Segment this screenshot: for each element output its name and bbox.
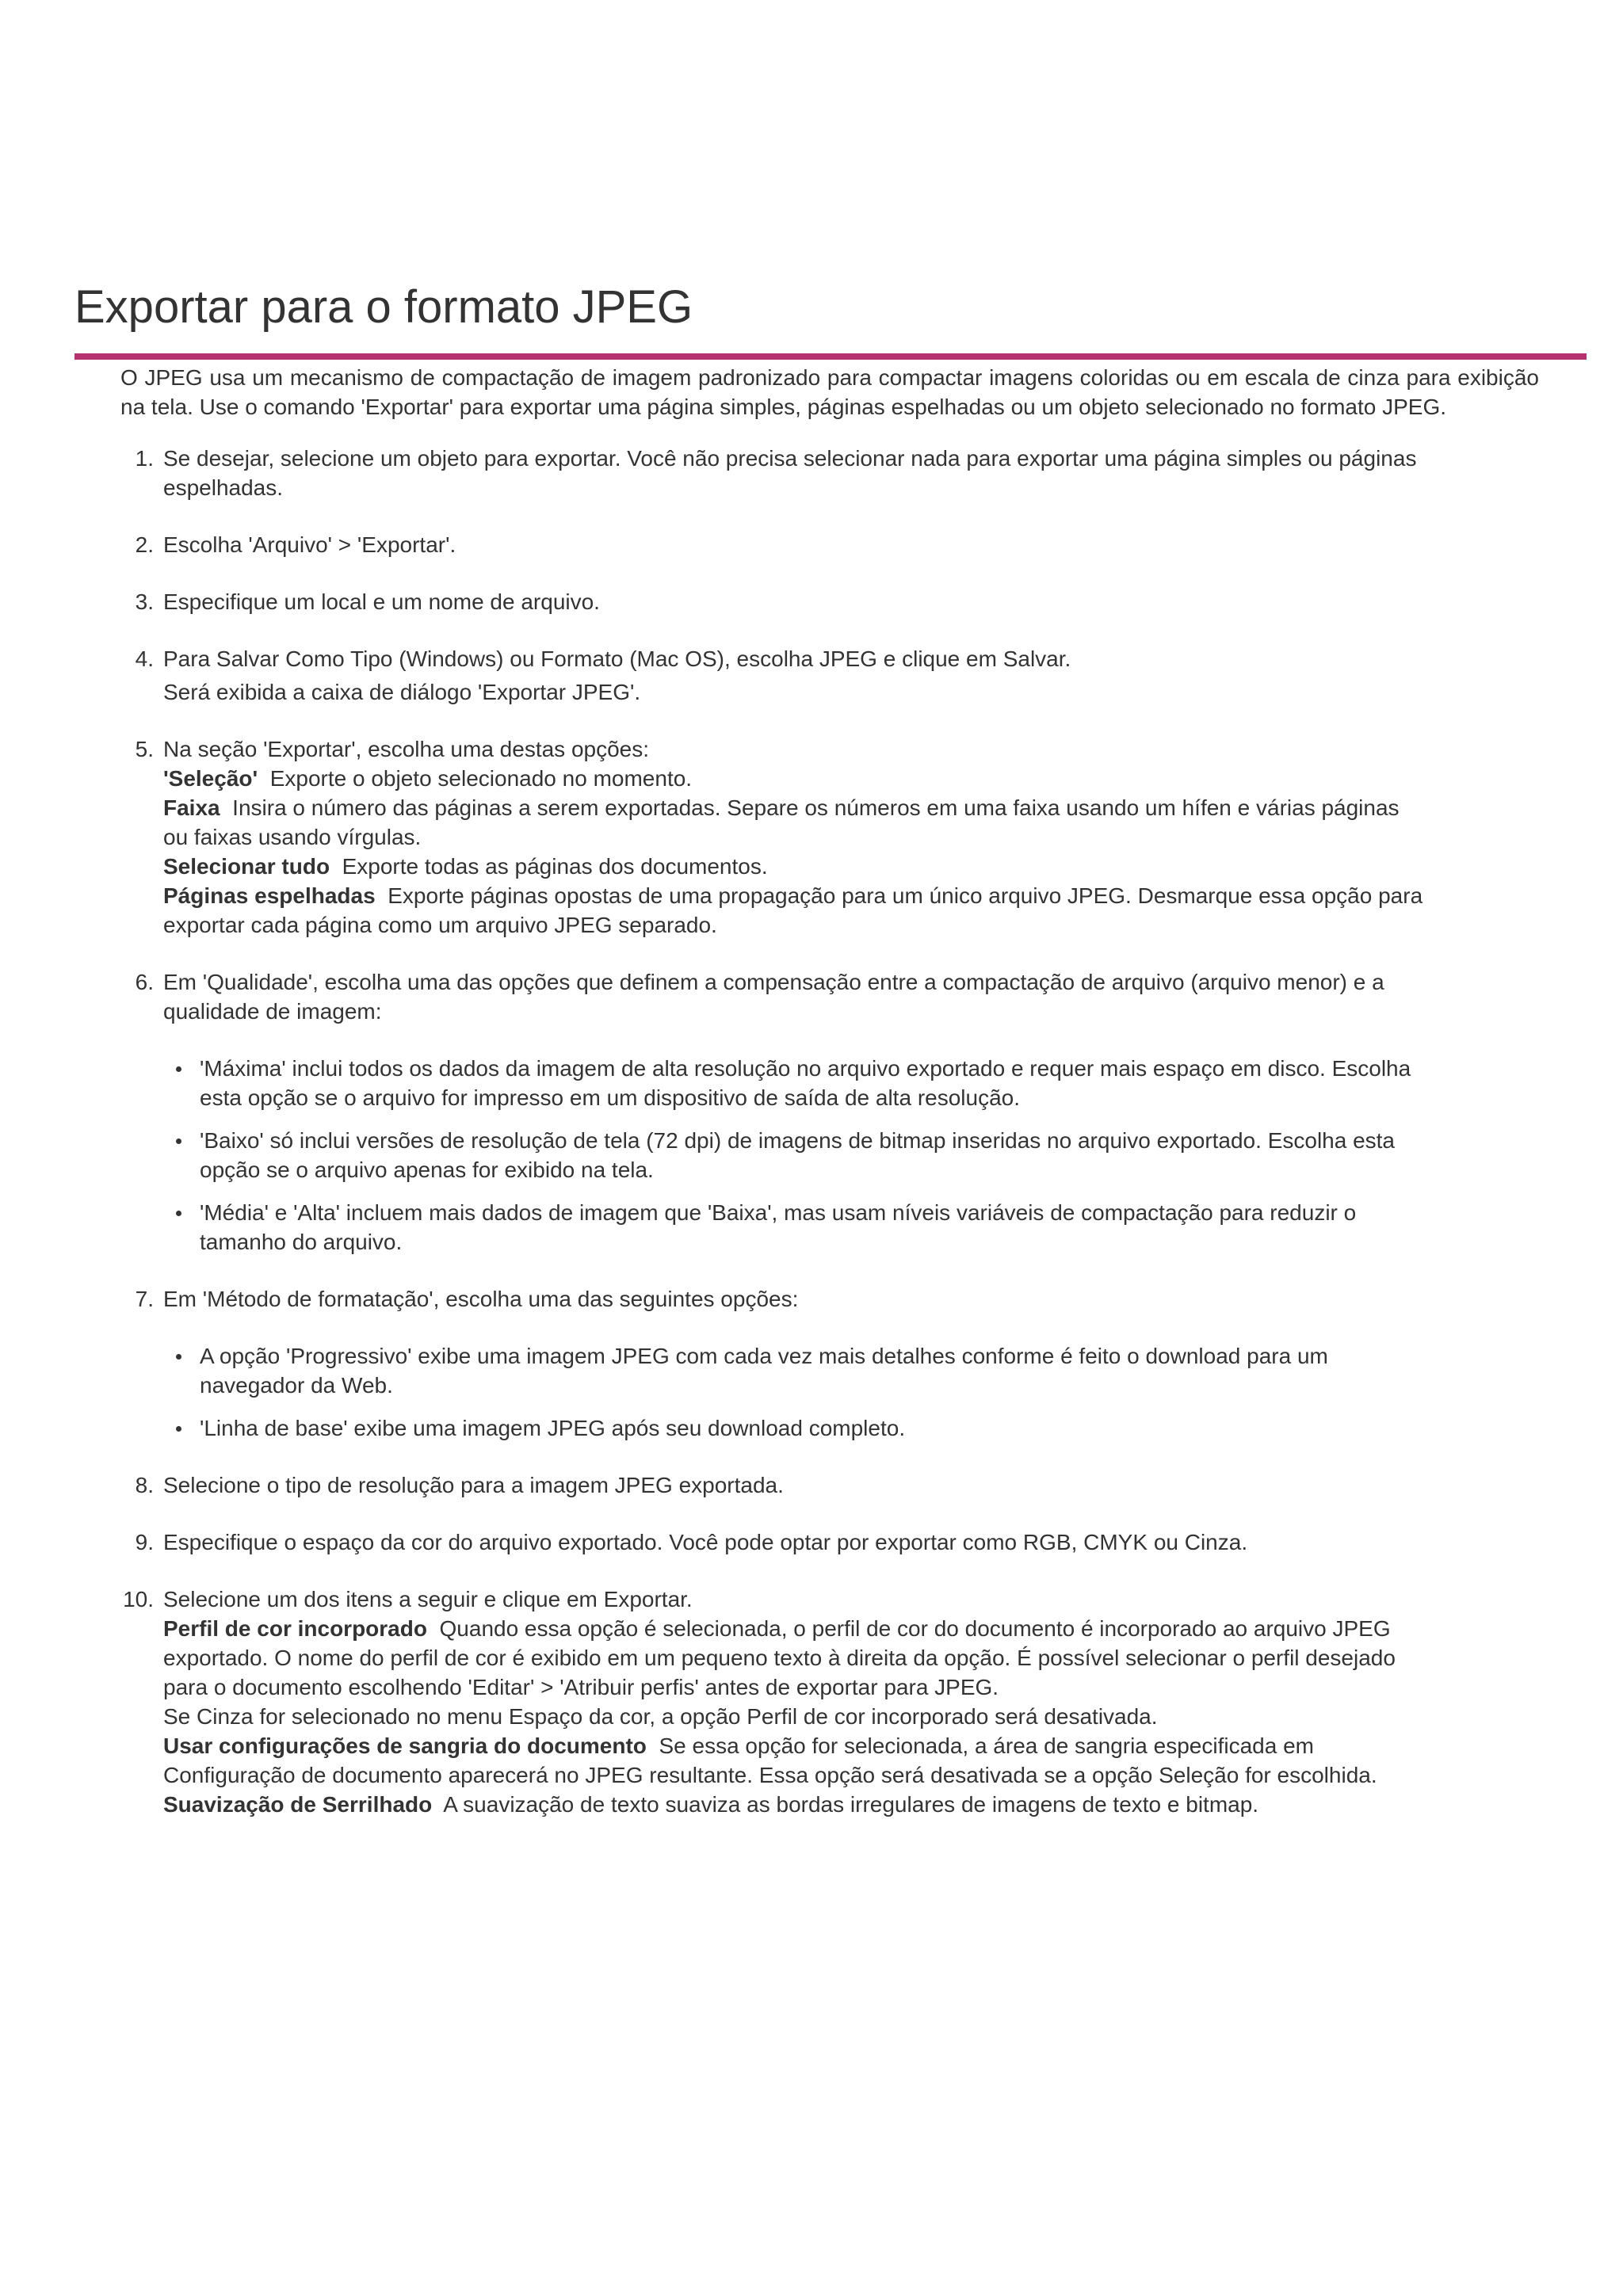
- page-title: Exportar para o formato JPEG: [74, 281, 693, 333]
- step-text: Escolha 'Arquivo' > 'Exportar'.: [163, 532, 456, 557]
- option-description: Se essa opção for selecionada, a área de sangria especificada em Configuração de documento aparecerá no JPEG resultante. Essa opção será desativada se a opção Seleção for escolhida.: [163, 1733, 1377, 1787]
- step-8: [120, 1470, 1428, 1500]
- title-divider: [74, 353, 1587, 360]
- bullet-item: [163, 1198, 1428, 1257]
- bullet-dot-icon: [176, 1138, 181, 1144]
- step-text: Em 'Método de formatação', escolha uma das seguintes opções:: [163, 1287, 799, 1311]
- step-10: [120, 1585, 1428, 1819]
- bullet-dot-icon: [176, 1211, 181, 1216]
- step-text: Para Salvar Como Tipo (Windows) ou Formato (Mac OS), escolha JPEG e clique em Salvar.: [163, 646, 1071, 671]
- option-description: Quando essa opção é selecionada, o perfil de cor do documento é incorporado ao arquivo JPEG exportado. O nome do perfil de cor é exibido em um pequeno texto à direita da opção. É possível selecionar o perfil desejado para o documento escolhendo 'Editar' > 'Atribuir perfis' antes de exportar para JPEG.: [163, 1616, 1396, 1699]
- bullet-text: 'Máxima' inclui todos os dados da imagem de alta resolução no arquivo exportado e requer mais espaço em disco. Escolha esta opção se o arquivo for impresso em um dispositivo de saída de alta resolução.: [200, 1056, 1411, 1110]
- step-number: 1.: [135, 446, 154, 471]
- steps-list: [120, 444, 1428, 1847]
- step-number: 4.: [135, 646, 154, 671]
- bullet-dot-icon: [176, 1066, 181, 1072]
- step-4: [120, 644, 1428, 707]
- step-number: 6.: [135, 970, 154, 994]
- bullet-dot-icon: [176, 1426, 181, 1432]
- step-number: 8.: [135, 1473, 154, 1497]
- step-6: [120, 967, 1428, 1257]
- step-5: [120, 734, 1428, 940]
- step-number: 3.: [135, 589, 154, 614]
- option-entry: [163, 1731, 1428, 1790]
- step-2: [120, 530, 1428, 559]
- bullet-item: [163, 1054, 1428, 1112]
- step-9: [120, 1527, 1428, 1557]
- option-entry: [163, 793, 1428, 852]
- bullet-dot-icon: [176, 1354, 181, 1360]
- option-description: Exporte o objeto selecionado no momento.: [269, 766, 693, 791]
- bullet-text: 'Linha de base' exibe uma imagem JPEG após seu download completo.: [200, 1416, 906, 1440]
- option-description: Exporte páginas opostas de uma propagação para um único arquivo JPEG. Desmarque essa opção para exportar cada página como um arquivo JPEG separado.: [163, 883, 1423, 937]
- step-subtext: Será exibida a caixa de diálogo 'Exportar JPEG'.: [163, 680, 641, 704]
- bullet-text: 'Baixo' só inclui versões de resolução de tela (72 dpi) de imagens de bitmap inseridas no arquivo exportado. Escolha esta opção se o arquivo apenas for exibido na tela.: [200, 1128, 1396, 1182]
- option-entry: [163, 881, 1428, 940]
- option-term: Usar configurações de sangria do documento: [163, 1733, 647, 1758]
- option-note: Se Cinza for selecionado no menu Espaço da cor, a opção Perfil de cor incorporado será desativada.: [163, 1704, 1158, 1729]
- step-text: Selecione um dos itens a seguir e clique em Exportar.: [163, 1587, 693, 1611]
- option-entry: [163, 1614, 1428, 1702]
- step-3: [120, 587, 1428, 616]
- option-term: Faixa: [163, 795, 220, 820]
- step-number: 5.: [135, 737, 154, 761]
- bullet-item: [163, 1126, 1428, 1184]
- option-term: Páginas espelhadas: [163, 883, 376, 908]
- step-text: Em 'Qualidade', escolha uma das opções que definem a compensação entre a compactação de arquivo (arquivo menor) e a qualidade de imagem:: [163, 970, 1384, 1024]
- option-description: A suavização de texto suaviza as bordas irregulares de imagens de texto e bitmap.: [443, 1792, 1259, 1817]
- option-entry: [163, 852, 1428, 881]
- bullet-text: A opção 'Progressivo' exibe uma imagem JPEG com cada vez mais detalhes conforme é feito o download para um navegador da Web.: [200, 1344, 1328, 1398]
- option-term: Perfil de cor incorporado: [163, 1616, 427, 1641]
- step-7: [120, 1284, 1428, 1443]
- intro-paragraph: O JPEG usa um mecanismo de compactação de imagem padronizado para compactar imagens coloridas ou em escala de cinza para exibição na tela. Use o comando 'Exportar' para exportar uma página simples, páginas espelhadas ou um objeto selecionado no formato JPEG.: [120, 365, 1539, 419]
- step-number: 9.: [135, 1530, 154, 1554]
- option-description: Exporte todas as páginas dos documentos.: [342, 854, 768, 879]
- step-text: Especifique um local e um nome de arquivo.: [163, 589, 600, 614]
- step-text: Se desejar, selecione um objeto para exportar. Você não precisa selecionar nada para exportar uma página simples ou páginas espelhadas.: [163, 446, 1417, 500]
- step-number: 2.: [135, 532, 154, 557]
- bullet-item: [163, 1341, 1428, 1400]
- option-entry: [163, 1790, 1428, 1819]
- bullet-list: [163, 1341, 1428, 1443]
- bullet-text: 'Média' e 'Alta' incluem mais dados de imagem que 'Baixa', mas usam níveis variáveis de compactação para reduzir o tamanho do arquivo.: [200, 1200, 1357, 1254]
- option-term: Suavização de Serrilhado: [163, 1792, 433, 1817]
- step-number: 7.: [135, 1287, 154, 1311]
- step-1: [120, 444, 1428, 502]
- step-text: Especifique o espaço da cor do arquivo exportado. Você pode optar por exportar como RGB, CMYK ou Cinza.: [163, 1530, 1248, 1554]
- step-text: Na seção 'Exportar', escolha uma destas opções:: [163, 737, 650, 761]
- option-term: Selecionar tudo: [163, 854, 330, 879]
- bullet-list: [163, 1054, 1428, 1257]
- option-term: 'Seleção': [163, 766, 258, 791]
- step-text: Selecione o tipo de resolução para a imagem JPEG exportada.: [163, 1473, 784, 1497]
- bullet-item: [163, 1413, 1428, 1443]
- option-entry: [163, 764, 1428, 793]
- step-number: 10.: [123, 1587, 154, 1611]
- option-description: Insira o número das páginas a serem exportadas. Separe os números em uma faixa usando um hífen e várias páginas ou faixas usando vírgulas.: [163, 795, 1400, 849]
